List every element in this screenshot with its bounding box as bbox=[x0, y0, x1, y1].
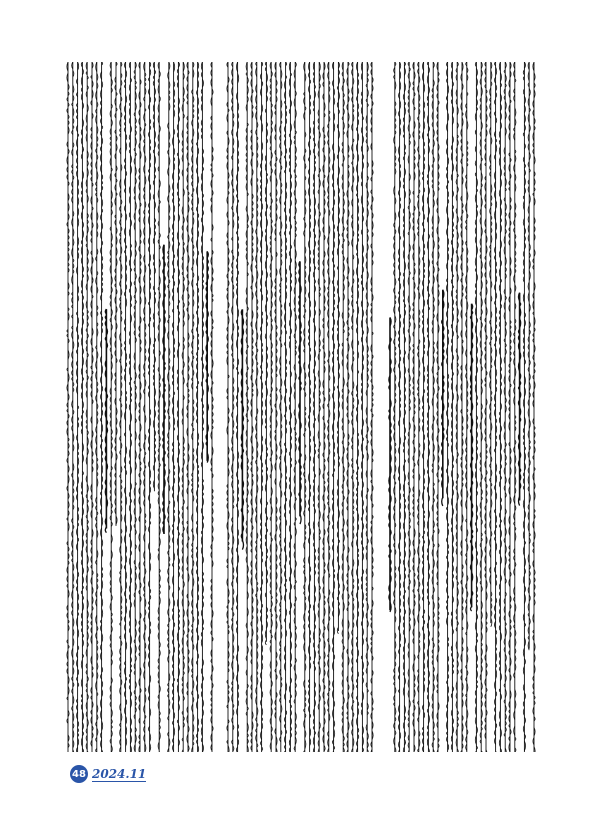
text-line bbox=[125, 62, 127, 752]
text-line bbox=[403, 62, 405, 752]
text-line bbox=[86, 62, 88, 752]
text-line bbox=[499, 62, 501, 752]
text-line bbox=[437, 62, 439, 752]
mongolian-script-lines bbox=[66, 62, 216, 752]
text-line bbox=[413, 62, 415, 752]
text-line bbox=[270, 62, 272, 752]
text-line bbox=[261, 62, 263, 752]
text-line bbox=[371, 62, 373, 752]
text-line bbox=[495, 62, 497, 752]
text-line bbox=[91, 62, 93, 752]
text-line bbox=[399, 62, 401, 752]
text-line bbox=[197, 62, 199, 752]
section-heading-line bbox=[105, 309, 107, 533]
text-line bbox=[523, 62, 525, 752]
text-line bbox=[461, 62, 463, 752]
text-line bbox=[101, 62, 103, 752]
mongolian-script-lines bbox=[226, 62, 376, 752]
text-line bbox=[485, 62, 487, 752]
text-line bbox=[423, 62, 425, 752]
text-line bbox=[120, 62, 122, 752]
text-line bbox=[408, 62, 410, 752]
text-line bbox=[289, 62, 291, 752]
text-column-middle bbox=[226, 62, 376, 752]
text-line bbox=[139, 62, 141, 752]
text-line bbox=[280, 62, 282, 752]
text-line bbox=[192, 62, 194, 752]
text-line bbox=[366, 62, 368, 752]
text-line bbox=[514, 62, 516, 752]
mongolian-script-lines bbox=[388, 62, 538, 752]
text-line bbox=[361, 62, 363, 752]
text-line bbox=[357, 62, 359, 752]
text-line bbox=[337, 62, 339, 634]
section-heading-line bbox=[299, 261, 301, 524]
text-line bbox=[313, 62, 315, 752]
text-line bbox=[187, 62, 189, 752]
text-line bbox=[533, 62, 535, 752]
text-line bbox=[182, 62, 184, 752]
text-line bbox=[201, 62, 203, 752]
text-line bbox=[77, 62, 79, 752]
text-line bbox=[246, 62, 248, 752]
text-line bbox=[418, 62, 420, 752]
page-number-badge: 48 bbox=[70, 765, 88, 783]
section-heading-line bbox=[442, 290, 444, 506]
text-line bbox=[177, 62, 179, 752]
text-line bbox=[81, 62, 83, 752]
text-line bbox=[480, 62, 482, 752]
text-line bbox=[72, 62, 74, 752]
text-line bbox=[447, 62, 449, 752]
text-line bbox=[96, 62, 98, 752]
text-line bbox=[285, 62, 287, 752]
section-heading-line bbox=[389, 317, 391, 612]
text-line bbox=[232, 62, 234, 752]
text-line bbox=[251, 62, 253, 752]
text-line bbox=[318, 62, 320, 752]
page-footer bbox=[70, 764, 146, 784]
text-line bbox=[504, 62, 506, 752]
text-line bbox=[237, 62, 239, 752]
text-line bbox=[149, 62, 151, 752]
text-line bbox=[227, 62, 229, 752]
text-line bbox=[158, 62, 160, 752]
text-line bbox=[328, 62, 330, 752]
text-line bbox=[129, 62, 131, 752]
text-column-left bbox=[66, 62, 216, 752]
issue-date: 2024.11 bbox=[92, 766, 147, 781]
section-heading-line bbox=[471, 304, 473, 611]
text-line bbox=[347, 62, 349, 752]
text-line bbox=[275, 62, 277, 752]
section-heading-line bbox=[206, 251, 208, 462]
text-line bbox=[451, 62, 453, 752]
text-line bbox=[256, 62, 258, 752]
text-line bbox=[173, 62, 175, 752]
text-line bbox=[115, 62, 117, 526]
text-line bbox=[466, 62, 468, 752]
text-line bbox=[509, 62, 511, 752]
section-heading-line bbox=[519, 293, 521, 506]
text-line bbox=[342, 62, 344, 752]
text-line bbox=[456, 62, 458, 752]
text-line bbox=[134, 62, 136, 752]
text-line bbox=[67, 62, 69, 752]
text-line bbox=[528, 62, 530, 650]
text-line bbox=[153, 62, 155, 491]
text-line bbox=[211, 62, 213, 752]
text-column-right bbox=[388, 62, 538, 752]
text-line bbox=[265, 62, 267, 645]
text-line bbox=[352, 62, 354, 752]
section-heading-line bbox=[163, 245, 165, 534]
text-line bbox=[309, 62, 311, 752]
text-line bbox=[144, 62, 146, 752]
text-line bbox=[475, 62, 477, 752]
text-line bbox=[432, 62, 434, 752]
text-line bbox=[110, 62, 112, 752]
text-line bbox=[294, 62, 296, 752]
text-line bbox=[304, 62, 306, 752]
text-line bbox=[427, 62, 429, 752]
text-line bbox=[323, 62, 325, 752]
text-line bbox=[168, 62, 170, 752]
text-line bbox=[333, 62, 335, 752]
text-line bbox=[490, 62, 492, 627]
text-line bbox=[394, 62, 396, 752]
section-heading-line bbox=[241, 309, 243, 549]
